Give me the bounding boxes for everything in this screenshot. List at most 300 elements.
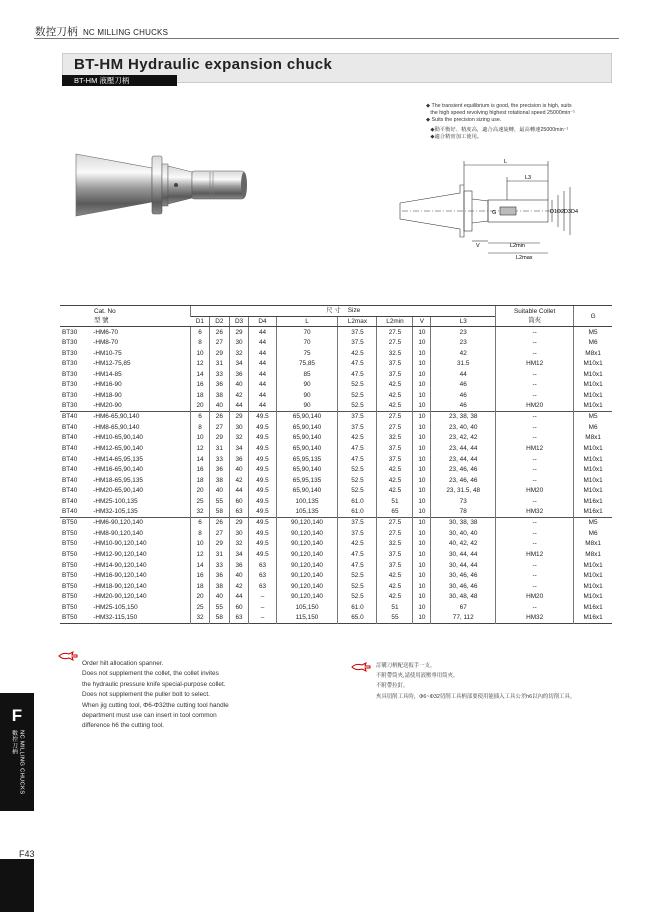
table-cell: 14: [191, 454, 210, 465]
table-cell: 23, 44, 44: [431, 443, 496, 454]
table-cell: M10x1: [574, 475, 612, 486]
table-cell: 10: [413, 443, 431, 454]
dimension-drawing: [392, 155, 604, 265]
cell-series: BT50: [62, 582, 78, 590]
table-cell: --: [496, 390, 574, 401]
table-cell: 40: [209, 401, 229, 412]
table-cell: 44: [249, 348, 276, 359]
table-cell: 10: [413, 390, 431, 401]
table-cell: 90: [276, 401, 338, 412]
table-cell: 30, 44, 44: [431, 560, 496, 571]
table-cell: 32: [229, 433, 249, 444]
table-cell: 26: [209, 327, 229, 338]
table-cell: 10: [413, 358, 431, 369]
table-cell: M10x1: [574, 401, 612, 412]
table-cell: 44: [431, 369, 496, 380]
table-cell: 30, 38, 38: [431, 517, 496, 528]
table-row: [60, 411, 612, 422]
table-row: [60, 486, 612, 497]
table-cell: 115,150: [276, 613, 338, 624]
cell-series: BT50: [62, 593, 78, 601]
cell-series: BT30: [62, 402, 78, 410]
table-cell: 34: [229, 443, 249, 454]
table-cell: --: [496, 433, 574, 444]
table-cell: 65,90,140: [276, 464, 338, 475]
table-cell: 20: [191, 401, 210, 412]
table-cell: M10x1: [574, 464, 612, 475]
table-cell: 73: [431, 496, 496, 507]
table-cell: 51: [377, 496, 413, 507]
table-cell: M16x1: [574, 613, 612, 624]
table-cell: 42.5: [338, 433, 377, 444]
col-L: L: [276, 316, 338, 327]
table-cell: 10: [413, 464, 431, 475]
table-cell: M10x1: [574, 380, 612, 391]
table-row: [60, 380, 612, 391]
table-cell: 38: [209, 390, 229, 401]
table-cell: 85: [276, 369, 338, 380]
table-cell: 90,120,140: [276, 560, 338, 571]
table-cell: 33: [209, 560, 229, 571]
cell-model: -HM6-90,120,140: [93, 519, 143, 527]
table-cell: 25: [191, 496, 210, 507]
cell-series: BT50: [62, 572, 78, 580]
cell-series: BT50: [62, 561, 78, 569]
table-cell: 37.5: [377, 443, 413, 454]
table-cell: 30, 48, 48: [431, 592, 496, 603]
cell-model: -HM16-90,120,140: [93, 572, 147, 580]
table-cell: 46: [431, 380, 496, 391]
table-cell: 37.5: [377, 369, 413, 380]
table-cell: 20: [191, 486, 210, 497]
table-cell: --: [496, 581, 574, 592]
table-row: [60, 613, 612, 624]
table-row: [60, 454, 612, 465]
table-cell: 47.5: [338, 454, 377, 465]
cell-series: BT40: [62, 434, 78, 442]
table-cell: 52.5: [338, 464, 377, 475]
table-cell: 30: [229, 528, 249, 539]
table-cell: 30: [229, 337, 249, 348]
cell-series: BT30: [62, 339, 78, 347]
table-cell: HM20: [496, 401, 574, 412]
table-cell: 40: [209, 486, 229, 497]
table-cell: --: [496, 602, 574, 613]
table-cell: 42.5: [377, 401, 413, 412]
table-row: [60, 337, 612, 348]
table-cell: 47.5: [338, 358, 377, 369]
col-D2: D2: [209, 316, 229, 327]
section-letter: F: [11, 706, 23, 725]
table-cell: 10: [413, 613, 431, 624]
page-subtitle: BT-HM 液壓刀柄: [62, 75, 177, 86]
table-cell: 65,90,140: [276, 443, 338, 454]
table-row: [60, 602, 612, 613]
table-cell: 18: [191, 390, 210, 401]
table-cell: 14: [191, 369, 210, 380]
table-cell: M10x1: [574, 486, 612, 497]
table-cell: 65,90,140: [276, 486, 338, 497]
note-cn-2: ◆適合精密加工使用。: [426, 133, 483, 140]
cell-series: BT50: [62, 529, 78, 537]
col-L2min: L2min: [377, 316, 413, 327]
table-cell: 65: [377, 507, 413, 518]
page-number: F43: [19, 849, 35, 859]
table-cell: 32.5: [377, 539, 413, 550]
table-cell: 8: [191, 337, 210, 348]
table-cell: 105,150: [276, 602, 338, 613]
table-cell: HM12: [496, 443, 574, 454]
cell-model: -HM25-105,150: [93, 603, 138, 611]
table-cell: 30: [229, 422, 249, 433]
table-cell: 23, 46, 46: [431, 464, 496, 475]
table-cell: 55: [209, 496, 229, 507]
cell-model: -HM16-90: [93, 381, 122, 389]
cell-model: -HM6-65,90,140: [93, 413, 140, 421]
table-cell: 65,90,140: [276, 433, 338, 444]
table-cell: 18: [191, 581, 210, 592]
table-cell: 52.5: [338, 380, 377, 391]
table-cell: --: [496, 327, 574, 338]
table-cell: 32: [191, 507, 210, 518]
section-tab-label: NC MILLING CHUCKS 數控刀柄: [10, 730, 25, 795]
header-title-cn: 数控刀柄: [35, 26, 78, 38]
table-cell: M10x1: [574, 454, 612, 465]
table-cell: 42: [431, 348, 496, 359]
table-cell: 40: [229, 570, 249, 581]
cell-model: -HM18-65,95,135: [93, 476, 143, 484]
table-cell: 44: [249, 327, 276, 338]
table-row: [60, 507, 612, 518]
table-cell: 26: [209, 517, 229, 528]
table-cell: 27.5: [377, 411, 413, 422]
cell-series: BT50: [62, 603, 78, 611]
table-cell: 23, 38, 38: [431, 411, 496, 422]
table-cell: 49.5: [249, 517, 276, 528]
header-title-en: NC MILLING CHUCKS: [82, 28, 169, 37]
table-cell: 90: [276, 380, 338, 391]
cell-model: -HM32-115,150: [93, 614, 138, 622]
table-cell: 42.5: [377, 380, 413, 391]
table-cell: 34: [229, 358, 249, 369]
table-cell: 40, 42, 42: [431, 539, 496, 550]
table-cell: HM20: [496, 486, 574, 497]
table-cell: 10: [413, 348, 431, 359]
table-cell: --: [496, 422, 574, 433]
table-cell: 90,120,140: [276, 539, 338, 550]
cell-model: -HM12-65,90,140: [93, 445, 143, 453]
table-cell: 52.5: [338, 475, 377, 486]
table-cell: 10: [413, 528, 431, 539]
table-cell: 90,120,140: [276, 549, 338, 560]
table-cell: 44: [229, 401, 249, 412]
table-cell: M10x1: [574, 358, 612, 369]
table-cell: 10: [413, 517, 431, 528]
cell-series: BT30: [62, 328, 78, 336]
cell-series: BT50: [62, 614, 78, 622]
label-L2min: L2min: [510, 243, 525, 249]
table-cell: 44: [249, 390, 276, 401]
table-cell: HM32: [496, 507, 574, 518]
cell-model: -HM10-65,90,140: [93, 434, 143, 442]
table-cell: 14: [191, 560, 210, 571]
table-row: [60, 464, 612, 475]
table-cell: --: [496, 337, 574, 348]
table-cell: 63: [229, 507, 249, 518]
table-cell: 42: [229, 390, 249, 401]
table-row: [60, 348, 612, 359]
table-cell: 10: [413, 602, 431, 613]
table-cell: 32: [191, 613, 210, 624]
cell-model: -HM10-75: [93, 349, 122, 357]
header-rule: [34, 38, 619, 39]
table-cell: 16: [191, 464, 210, 475]
cell-series: BT40: [62, 487, 78, 495]
table-cell: --: [496, 380, 574, 391]
table-cell: 36: [209, 464, 229, 475]
table-cell: 49.5: [249, 433, 276, 444]
table-cell: --: [496, 539, 574, 550]
table-cell: 60: [229, 602, 249, 613]
table-cell: 38: [209, 581, 229, 592]
col-D4: D4: [249, 316, 276, 327]
table-cell: 61.0: [338, 496, 377, 507]
cell-model: -HM8-65,90,140: [93, 423, 140, 431]
table-cell: --: [496, 475, 574, 486]
table-cell: 30, 46, 46: [431, 581, 496, 592]
table-cell: 49.5: [249, 507, 276, 518]
table-cell: 42.5: [377, 581, 413, 592]
table-cell: 12: [191, 549, 210, 560]
table-cell: 32.5: [377, 433, 413, 444]
table-cell: 37.5: [338, 422, 377, 433]
cell-model: -HM20-90,120,140: [93, 593, 147, 601]
table-cell: HM20: [496, 592, 574, 603]
table-cell: 44: [249, 369, 276, 380]
table-row: [60, 327, 612, 338]
table-cell: 31: [209, 549, 229, 560]
feature-notes: [426, 103, 611, 141]
table-cell: 10: [413, 337, 431, 348]
table-cell: --: [496, 560, 574, 571]
table-row: [60, 549, 612, 560]
instructions-en: Order hilt allocation spanner. Does not supplement the collet, the collet invites the hydraulic pressure knife special-purpose collet. Does not supplement the puller bolt to select. When jig cutting tool, Φ6-Φ32the cutting tool handle department must use can insert in tool common difference h6 the cutting tool.: [82, 660, 229, 730]
label-D2: D2: [557, 209, 565, 215]
cell-model: -HM18-90: [93, 392, 122, 400]
table-cell: 31: [209, 443, 229, 454]
note-en-1: ◆ The transient equilibrium is good, the precision is high, suits: [426, 103, 572, 109]
table-row: [60, 496, 612, 507]
table-cell: 47.5: [338, 369, 377, 380]
cell-model: -HM18-90,120,140: [93, 582, 147, 590]
table-cell: 34: [229, 549, 249, 560]
table-cell: 10: [413, 401, 431, 412]
table-cell: --: [496, 454, 574, 465]
table-cell: 10: [413, 570, 431, 581]
table-cell: 37.5: [377, 549, 413, 560]
col-D3: D3: [229, 316, 249, 327]
table-cell: 31: [209, 358, 229, 369]
table-cell: 63: [249, 560, 276, 571]
cell-model: -HM20-90: [93, 402, 122, 410]
note-en-1b: the high speed revolving highest rotational speed 25000min⁻¹: [430, 110, 575, 117]
table-cell: 32: [229, 348, 249, 359]
table-cell: 27.5: [377, 422, 413, 433]
table-cell: 10: [191, 433, 210, 444]
col-V: V: [413, 316, 431, 327]
table-cell: M8x1: [574, 433, 612, 444]
table-row: [60, 358, 612, 369]
table-cell: M6: [574, 422, 612, 433]
label-D1: D1: [550, 209, 558, 215]
table-cell: –: [249, 592, 276, 603]
table-cell: 29: [209, 348, 229, 359]
table-cell: 55: [377, 613, 413, 624]
table-cell: 42.5: [377, 486, 413, 497]
table-cell: 37.5: [338, 528, 377, 539]
table-cell: 63: [249, 570, 276, 581]
table-cell: 36: [229, 369, 249, 380]
cell-model: -HM20-65,90,140: [93, 487, 143, 495]
table-cell: 42.5: [377, 475, 413, 486]
table-cell: M8x1: [574, 348, 612, 359]
cell-model: -HM32-105,135: [93, 508, 138, 516]
table-cell: 42.5: [338, 539, 377, 550]
table-cell: 37.5: [338, 337, 377, 348]
table-cell: 78: [431, 507, 496, 518]
table-cell: 49.5: [249, 411, 276, 422]
table-cell: M10x1: [574, 390, 612, 401]
table-row: [60, 443, 612, 454]
header-collet: Suitable Collet 筒夾: [496, 306, 574, 327]
table-cell: M16x1: [574, 507, 612, 518]
table-cell: 37.5: [338, 411, 377, 422]
table-cell: 90: [276, 390, 338, 401]
table-cell: --: [496, 528, 574, 539]
table-cell: 23: [431, 327, 496, 338]
table-cell: M10x1: [574, 443, 612, 454]
label-G: G: [492, 210, 497, 216]
table-cell: 42.5: [338, 348, 377, 359]
table-cell: 27.5: [377, 528, 413, 539]
table-cell: 65,90,140: [276, 411, 338, 422]
table-cell: 70: [276, 327, 338, 338]
table-cell: 44: [229, 486, 249, 497]
table-cell: M10x1: [574, 560, 612, 571]
table-cell: 47.5: [338, 560, 377, 571]
col-L3: L3: [431, 316, 496, 327]
table-cell: 23, 46, 46: [431, 475, 496, 486]
table-cell: M16x1: [574, 496, 612, 507]
cell-model: -HM14-85: [93, 370, 122, 378]
table-cell: 49.5: [249, 475, 276, 486]
cell-series: BT40: [62, 476, 78, 484]
table-cell: 49.5: [249, 486, 276, 497]
table-cell: 49.5: [249, 496, 276, 507]
table-cell: --: [496, 348, 574, 359]
page-title: BT-HM Hydraulic expansion chuck: [74, 56, 333, 73]
table-cell: M10x1: [574, 581, 612, 592]
table-cell: 16: [191, 380, 210, 391]
table-cell: HM12: [496, 549, 574, 560]
table-cell: 10: [413, 507, 431, 518]
cell-series: BT50: [62, 550, 78, 558]
table-row: [60, 433, 612, 444]
header-catno: Cat. No 型 號: [60, 306, 191, 327]
cell-series: BT40: [62, 508, 78, 516]
table-cell: M5: [574, 517, 612, 528]
table-cell: 75,85: [276, 358, 338, 369]
table-cell: --: [496, 464, 574, 475]
table-cell: 29: [229, 517, 249, 528]
cell-model: -HM14-65,95,135: [93, 455, 143, 463]
cell-model: -HM8-90,120,140: [93, 529, 143, 537]
table-cell: 49.5: [249, 422, 276, 433]
table-cell: 67: [431, 602, 496, 613]
label-D4: D4: [571, 209, 579, 215]
table-cell: 12: [191, 443, 210, 454]
table-cell: 20: [191, 592, 210, 603]
table-cell: M5: [574, 327, 612, 338]
table-cell: 30, 40, 40: [431, 528, 496, 539]
cell-series: BT30: [62, 349, 78, 357]
table-cell: 46: [431, 401, 496, 412]
table-cell: 10: [413, 327, 431, 338]
table-cell: M6: [574, 528, 612, 539]
label-L3: L3: [525, 175, 532, 181]
cell-model: -HM6-70: [93, 328, 119, 336]
table-cell: 10: [413, 486, 431, 497]
table-cell: 10: [413, 475, 431, 486]
table-row: [60, 390, 612, 401]
table-cell: M5: [574, 411, 612, 422]
table-cell: M10x1: [574, 570, 612, 581]
cell-series: BT40: [62, 413, 78, 421]
table-cell: 44: [249, 401, 276, 412]
table-cell: 49.5: [249, 464, 276, 475]
table-cell: 105,135: [276, 507, 338, 518]
table-row: [60, 570, 612, 581]
table-cell: 6: [191, 411, 210, 422]
cell-model: -HM12-75,85: [93, 360, 131, 368]
table-cell: 42.5: [377, 570, 413, 581]
table-cell: M10x1: [574, 592, 612, 603]
table-cell: 23, 40, 40: [431, 422, 496, 433]
table-cell: 100,135: [276, 496, 338, 507]
table-cell: 61.0: [338, 602, 377, 613]
table-cell: --: [496, 411, 574, 422]
table-cell: 90,120,140: [276, 528, 338, 539]
cell-model: -HM14-90,120,140: [93, 561, 147, 569]
table-row: [60, 581, 612, 592]
table-cell: 10: [413, 560, 431, 571]
cell-series: BT30: [62, 381, 78, 389]
table-cell: 10: [413, 380, 431, 391]
table-cell: –: [249, 613, 276, 624]
table-cell: 27.5: [377, 517, 413, 528]
table-cell: 47.5: [338, 549, 377, 560]
table-cell: 10: [413, 422, 431, 433]
cell-model: -HM25-100,135: [93, 497, 138, 505]
table-cell: M16x1: [574, 602, 612, 613]
cell-series: BT30: [62, 392, 78, 400]
table-cell: 8: [191, 528, 210, 539]
table-cell: HM32: [496, 613, 574, 624]
cell-series: BT50: [62, 519, 78, 527]
table-cell: 10: [413, 539, 431, 550]
table-cell: 49.5: [249, 549, 276, 560]
table-cell: 65,95,135: [276, 475, 338, 486]
